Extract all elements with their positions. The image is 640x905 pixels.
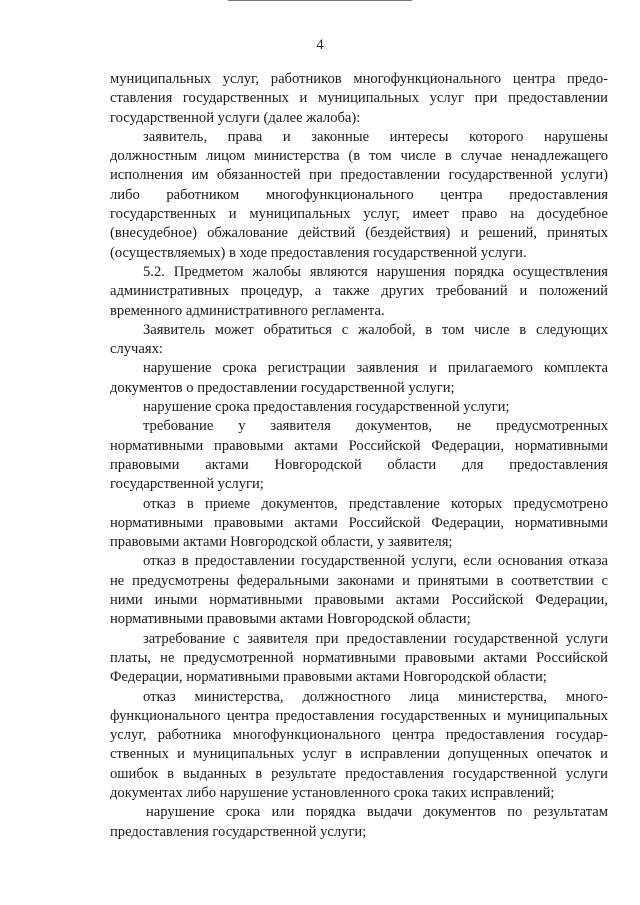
text-line: должностным лицом министерства (в том числе в случае ненадлежащего xyxy=(110,148,608,165)
text-line: предоставления государственной услуги; xyxy=(110,823,367,840)
text-line: нарушение срока регистрации заявления и прилагаемого комплекта xyxy=(143,360,608,377)
text-line: платы, не предусмотренной нормативными правовыми актами Российской xyxy=(110,649,608,666)
text-line: государственных и муниципальных услуг, имеет право на досудебное xyxy=(110,206,608,223)
text-line: правовыми актами Новгородской области для предоставления xyxy=(110,456,608,473)
text-line: документов о предоставлении государственной услуги; xyxy=(110,379,455,396)
text-line: либо работником многофункционального центра предоставления xyxy=(110,186,608,203)
text-line: ственных и муниципальных услуг в исправлении допущенных опечаток и xyxy=(110,746,608,763)
text-line: муниципальных услуг, работников многофункционального центра предо- xyxy=(110,71,608,87)
text-line: не предусмотрены федеральными законами и принятыми в соответствии с xyxy=(110,572,608,589)
text-line: (внесудебное) обжалование действий (бездействия) и решений, принятых xyxy=(110,225,608,242)
text-line: отказ министерства, должностного лица министерства, много- xyxy=(143,688,608,705)
text-line: отказ в предоставлении государственной услуги, если основания отказа xyxy=(143,553,608,570)
text-line: (осуществляемых) в ходе предоставления государственной услуги. xyxy=(110,244,527,261)
text-line: нарушение срока или порядка выдачи документов по результатам xyxy=(146,804,608,821)
text-line: нарушение срока предоставления государственной услуги; xyxy=(143,399,510,416)
text-line: Федерации, нормативными правовыми актами Новгородской области; xyxy=(110,669,547,686)
text-line: ошибок в выданных в результате предоставления государственной услуги xyxy=(110,765,608,782)
text-line: Заявитель может обратиться с жалобой, в том числе в следующих xyxy=(143,321,608,338)
document-body xyxy=(110,70,608,842)
text-line: затребование с заявителя при предоставлении государственной услуги xyxy=(143,630,608,647)
text-line: ними иными нормативными правовыми актами Российской Федерации, xyxy=(110,592,608,609)
text-line: требование у заявителя документов, не предусмотренных xyxy=(143,418,608,435)
text-line: нормативными правовыми актами Российской Федерации, нормативными xyxy=(110,437,608,454)
page-number: 4 xyxy=(316,37,324,53)
text-line: документах либо нарушение установленного срока таких исправлений; xyxy=(110,784,555,801)
text-line: 5.2. Предметом жалобы являются нарушения порядка осуществления xyxy=(143,263,608,280)
text-line: нормативными правовыми актами Российской Федерации, нормативными xyxy=(110,514,608,531)
text-line: случаях: xyxy=(110,341,163,358)
text-line: государственной услуги (далее жалоба): xyxy=(110,109,361,126)
top-rule xyxy=(228,0,412,1)
text-line: административных процедур, а также других требований и положений xyxy=(110,283,608,300)
text-line: нормативными правовыми актами Новгородской области; xyxy=(110,611,471,628)
text-line: заявитель, права и законные интересы которого нарушены xyxy=(143,128,608,145)
text-line: ставления государственных и муниципальных услуг при предоставлении xyxy=(110,90,608,107)
text-line: функционального центра предоставления государственных и муниципальных xyxy=(110,707,608,724)
text-line: государственной услуги; xyxy=(110,476,264,493)
text-line: исполнения им обязанностей при предоставлении государственной услуги) xyxy=(110,167,608,184)
text-line: услуг, работника многофункционального центра предоставления государ- xyxy=(110,727,608,744)
text-line: временного административного регламента. xyxy=(110,302,385,319)
text-line: отказ в приеме документов, представление которых предусмотрено xyxy=(143,495,608,512)
text-line: правовыми актами Новгородской области, у заявителя; xyxy=(110,534,453,551)
